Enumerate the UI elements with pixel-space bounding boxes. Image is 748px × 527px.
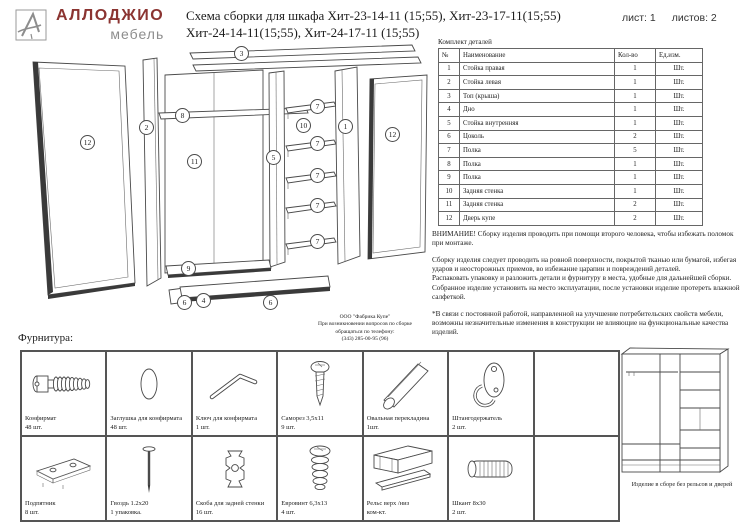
note-install: Собранное изделие установить на место эксплуатации, после установки изделие протереть влажной салфеткой.	[432, 283, 740, 302]
hardware-name: Овальная перекладина	[366, 415, 430, 423]
cell-qty: 2	[615, 212, 656, 226]
hardware-cell	[21, 351, 106, 436]
callout-back-panel-2: 10	[296, 118, 311, 133]
callout-shelf: 7	[310, 99, 325, 114]
nail-icon	[107, 437, 190, 500]
hardware-name: Заглушка для конфирмата	[110, 415, 183, 423]
cell-qty: 5	[615, 144, 656, 158]
cell-unit: Шт.	[656, 144, 703, 158]
callout-right-upright: 1	[338, 119, 353, 134]
hardware-cell	[192, 351, 277, 436]
cap-icon	[107, 352, 190, 415]
self-tapping-screw-icon	[278, 352, 361, 415]
cell-qty: 1	[615, 89, 656, 103]
cell-name: Задняя стенка	[460, 198, 615, 212]
hardware-name: Конфирмат	[25, 415, 57, 423]
page-title	[186, 8, 626, 42]
cell-name: Стойка правая	[460, 62, 615, 76]
cell-num: 3	[439, 89, 460, 103]
factory-note-line: обращаться по телефону:	[335, 328, 395, 335]
title-line-2: Хит-24-14-11(15;55), Хит-24-17-11 (15;55)	[186, 24, 420, 40]
cell-name: Дно	[460, 103, 615, 117]
note-surface: Сборку изделия следует проводить на ровной поверхности, покрытой тканью или бумагой, избегая ударов и неосторожных приемов, во избежание царапин и повреждений деталей.	[432, 255, 737, 274]
cell-qty: 1	[615, 62, 656, 76]
table-row	[439, 130, 703, 144]
callout-shelf: 7	[310, 136, 325, 151]
callout-bottom: 4	[196, 293, 211, 308]
factory-contact-note	[290, 314, 440, 344]
hardware-cell-empty	[534, 351, 619, 436]
callout-inner-upright: 5	[266, 150, 281, 165]
hardware-section-title: Фурнитура:	[18, 332, 74, 344]
factory-note-line: При возникновении вопросов по сборке	[318, 321, 412, 328]
cell-num: 2	[439, 76, 460, 90]
cell-qty: 1	[615, 184, 656, 198]
callout-right-door: 12	[385, 127, 400, 142]
hardware-cell-empty	[534, 436, 619, 521]
callout-shelf: 7	[310, 198, 325, 213]
cell-name: Стойка внутренняя	[460, 116, 615, 130]
callout-back-panel: 11	[187, 154, 202, 169]
cell-unit: Шт.	[656, 184, 703, 198]
cell-unit: Шт.	[656, 76, 703, 90]
logo-mark-icon	[14, 8, 48, 42]
col-header-num: №	[439, 49, 460, 63]
hardware-qty: 48 шт.	[25, 423, 43, 431]
table-row	[439, 198, 703, 212]
col-header-unit: Ед.изм.	[656, 49, 703, 63]
callout-left-door: 12	[80, 135, 95, 150]
cell-qty: 1	[615, 103, 656, 117]
hardware-cell	[277, 351, 362, 436]
hardware-qty: 8 шт.	[25, 508, 39, 516]
hardware-name: Рельс верх /низ	[366, 500, 410, 508]
cell-unit: Шт.	[656, 103, 703, 117]
table-row	[439, 62, 703, 76]
hardware-name: Саморез 3,5х11	[281, 415, 324, 423]
factory-phone: (343) 285-00-95 (96)	[341, 336, 389, 343]
hex-key-icon	[193, 352, 276, 415]
cell-unit: Шт.	[656, 212, 703, 226]
hardware-name: Скоба для задней стенки	[195, 500, 265, 508]
hardware-qty: 1 шт.	[195, 423, 210, 431]
cell-num: 1	[439, 62, 460, 76]
hardware-cell	[106, 436, 191, 521]
cell-num: 6	[439, 130, 460, 144]
logo-brand-text: АЛЛОДЖИО	[56, 7, 165, 24]
logo-sub-text: мебель	[110, 26, 165, 42]
cell-name: Топ (крыша)	[460, 89, 615, 103]
table-row	[439, 157, 703, 171]
cell-num: 4	[439, 103, 460, 117]
cell-num: 12	[439, 212, 460, 226]
cell-unit: Шт.	[656, 89, 703, 103]
hardware-qty: 16 шт.	[195, 508, 213, 516]
hardware-cell	[106, 351, 191, 436]
cell-unit: Шт.	[656, 130, 703, 144]
cell-num: 7	[439, 144, 460, 158]
cell-qty: 1	[615, 157, 656, 171]
hardware-name: Шкант 8х30	[452, 500, 486, 508]
hardware-name: Штангодержатель	[452, 415, 503, 423]
cell-name: Полка	[460, 171, 615, 185]
sheets-total: листов: 2	[671, 12, 717, 24]
hardware-qty: 1шт.	[366, 423, 379, 431]
callout-shelf-8: 8	[175, 108, 190, 123]
col-header-name: Наименование	[460, 49, 615, 63]
cell-num: 11	[439, 198, 460, 212]
table-row	[439, 184, 703, 198]
callout-shelf: 7	[310, 234, 325, 249]
callout-plinth: 6	[177, 295, 192, 310]
exploded-view-diagram	[18, 40, 430, 318]
hardware-qty: ком-кт.	[366, 508, 386, 516]
note-unpack: Распаковать упаковку и разложить детали и фурнитуру в места, удобные для дальнейшей сборки.	[432, 274, 732, 283]
hardware-name: Подпятник	[25, 500, 56, 508]
cell-qty: 1	[615, 171, 656, 185]
hardware-qty: 9 шт.	[281, 423, 296, 431]
cell-name: Дверь купе	[460, 212, 615, 226]
exploded-view-drawing	[18, 40, 430, 318]
table-row	[439, 103, 703, 117]
table-row	[439, 89, 703, 103]
cell-unit: Шт.	[656, 62, 703, 76]
cell-qty: 2	[615, 130, 656, 144]
hardware-cell	[448, 436, 533, 521]
cell-unit: Шт.	[656, 116, 703, 130]
back-panel-clip-icon	[193, 437, 276, 500]
hardware-cell	[448, 351, 533, 436]
cell-unit: Шт.	[656, 157, 703, 171]
col-header-qty: Кол-во	[615, 49, 656, 63]
callout-shelf: 7	[310, 168, 325, 183]
hardware-name: Гвоздь 1.2х20	[110, 500, 149, 508]
confirmat-screw-icon	[22, 352, 105, 415]
logo	[14, 8, 164, 42]
cell-name: Полка	[460, 144, 615, 158]
rod-holder-icon	[449, 352, 532, 415]
dowel-icon	[449, 437, 532, 500]
cell-name: Стойка левая	[460, 76, 615, 90]
parts-table-caption: Комплект деталей	[438, 38, 492, 46]
oval-rod-icon	[364, 352, 447, 415]
hardware-qty: 4 шт.	[281, 508, 296, 516]
hardware-cell	[21, 436, 106, 521]
hardware-qty: 2 шт.	[452, 508, 466, 516]
table-row	[439, 144, 703, 158]
cell-name: Полка	[460, 157, 615, 171]
parts-table	[438, 48, 703, 226]
cell-num: 5	[439, 116, 460, 130]
hardware-name: Евровинт 6,3х13	[281, 500, 328, 508]
cell-qty: 1	[615, 76, 656, 90]
hardware-grid	[20, 350, 620, 522]
hardware-qty: 1 упаковка.	[110, 508, 142, 516]
cell-num: 9	[439, 171, 460, 185]
table-row	[439, 171, 703, 185]
cell-num: 8	[439, 157, 460, 171]
assembled-unit	[620, 344, 744, 488]
hardware-cell	[192, 436, 277, 521]
hardware-cell	[363, 351, 448, 436]
table-row	[439, 116, 703, 130]
callout-plinth: 6	[263, 295, 278, 310]
title-line-1: Схема сборки для шкафа Хит-23-14-11 (15;55), Хит-23-17-11(15;55)	[186, 8, 561, 23]
sheet-info	[622, 12, 742, 24]
warning-note: ВНИМАНИЕ! Сборку изделия проводить при помощи второго человека, чтобы избежать поломок при монтаже.	[432, 230, 734, 248]
table-row	[439, 212, 703, 226]
note-disclaimer: *В связи с постоянной работой, направленной на улучшение потребительских свойств мебели, возможны незначительные изменения в конструкции не влияющие на функциональные качества изделий.	[432, 309, 729, 337]
cell-qty: 1	[615, 116, 656, 130]
foot-pad-icon	[22, 437, 105, 500]
cell-name: Задняя стенка	[460, 184, 615, 198]
cell-num: 10	[439, 184, 460, 198]
cell-unit: Шт.	[656, 198, 703, 212]
parts-table-header-row	[439, 49, 703, 63]
rail-icon	[364, 437, 447, 500]
factory-name: ООО "Фабрика Купе"	[339, 314, 391, 320]
table-row	[439, 76, 703, 90]
sheet-number: лист: 1	[622, 12, 656, 24]
assembled-unit-drawing	[620, 344, 738, 478]
cell-unit: Шт.	[656, 171, 703, 185]
hardware-qty: 2 шт.	[452, 423, 466, 431]
hardware-name: Ключ для конфирмата	[195, 415, 258, 423]
hardware-cell	[363, 436, 448, 521]
hardware-qty: 48 шт.	[110, 423, 128, 431]
assembly-notes	[432, 230, 746, 345]
callout-shelf-9: 9	[181, 261, 196, 276]
cell-name: Цоколь	[460, 130, 615, 144]
callout-top: 3	[234, 46, 249, 61]
assembled-unit-caption: Изделие в сборе без рельсов и дверей	[631, 481, 733, 488]
callout-left-upright: 2	[139, 120, 154, 135]
hardware-cell	[277, 436, 362, 521]
euro-screw-icon	[278, 437, 361, 500]
cell-qty: 2	[615, 198, 656, 212]
